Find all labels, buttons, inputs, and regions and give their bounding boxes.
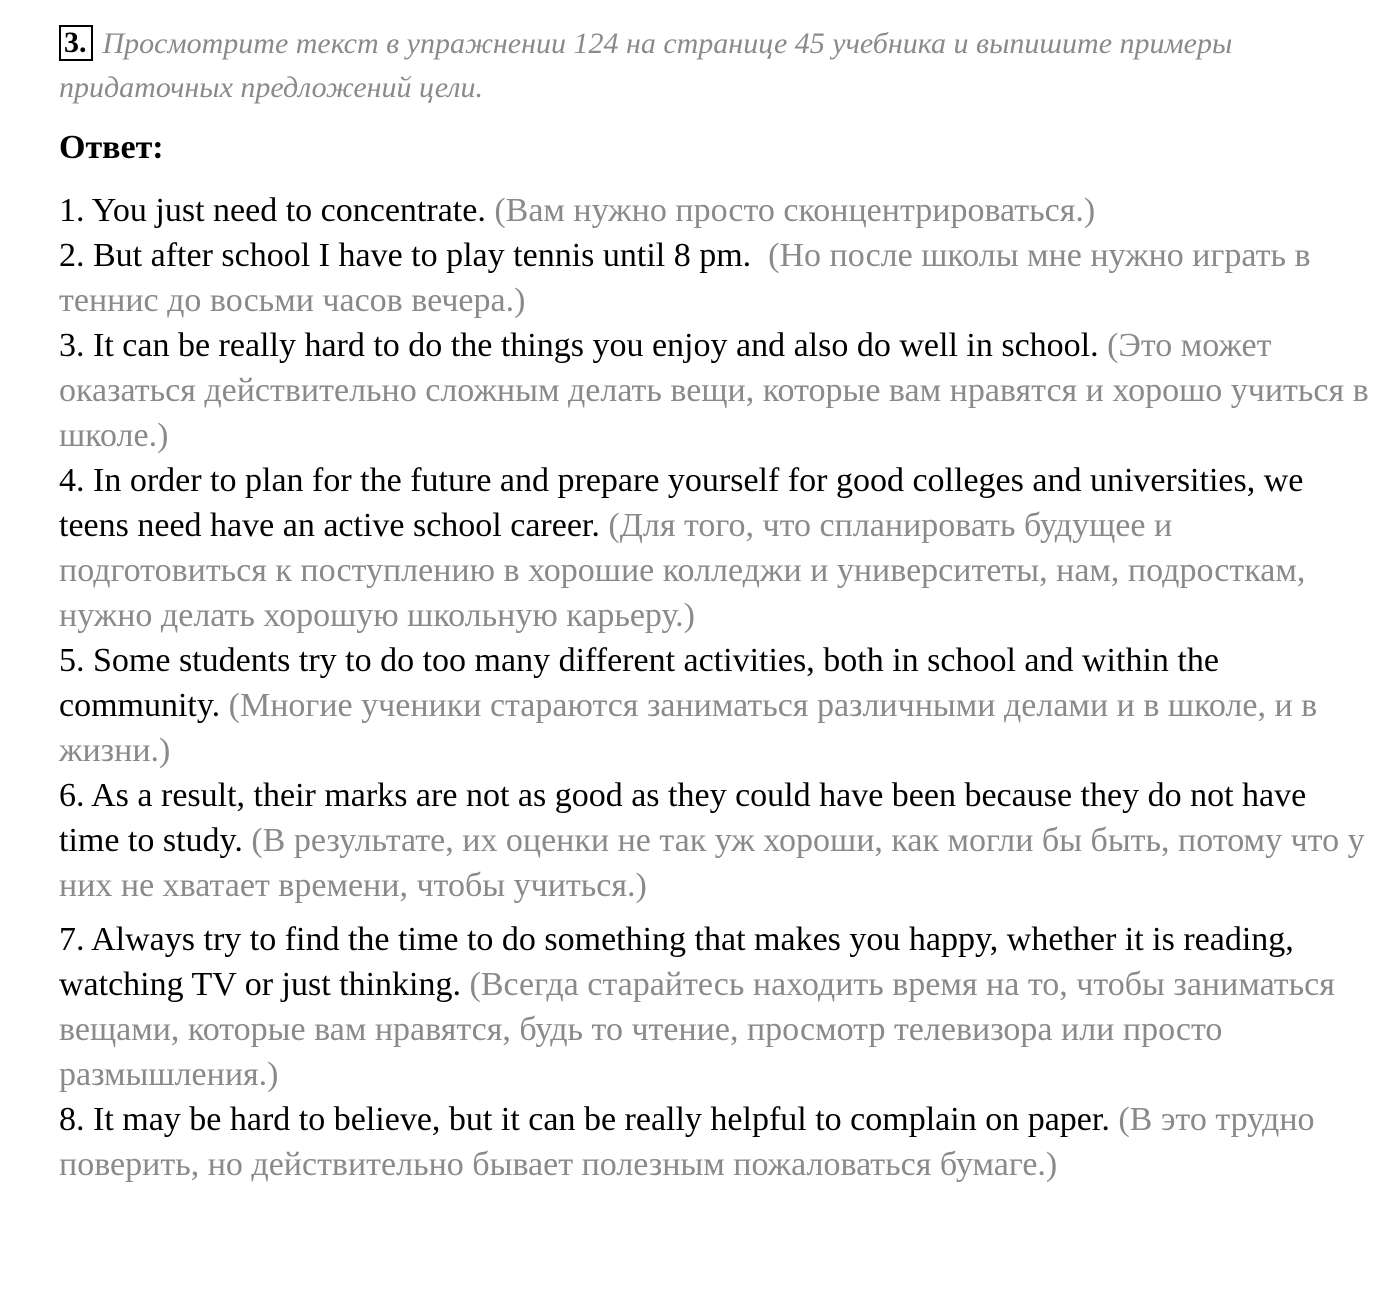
answer-item-english: But after school I have to play tennis until 8 pm. [93,237,752,274]
answer-item-translation: (Вам нужно просто сконцентрироваться.) [494,192,1096,229]
answer-item-english: Always try to find the time to do something that makes you happy, whether it is reading, watching TV or just thinking. [59,921,1294,1003]
answer-item-number: 3. [59,327,85,364]
answer-item-number: 7. [59,921,85,958]
answer-item-translation: (Многие ученики стараются заниматься различными делами и в школе, и в жизни.) [59,687,1318,769]
answer-item-english: It may be hard to believe, but it can be really helpful to complain on paper. [93,1101,1110,1138]
answer-item [59,323,1369,458]
answer-item-translation: (В это трудно поверить, но действительно бывает полезным пожаловаться бумаге.) [59,1101,1315,1183]
answer-item-number: 2. [59,237,85,274]
answer-item-translation: (Всегда старайтесь находить время на то, чтобы заниматься вещами, которые вам нравятся, будь то чтение, просмотр телевизора или просто размышления.) [59,966,1335,1093]
answer-list [59,188,1369,1187]
answer-item-translation: (Но после школы мне нужно играть в теннис до восьми часов вечера.) [59,237,1311,319]
answer-item-translation: (Для того, что спланировать будущее и подготовиться к поступлению в хорошие колледжи и университеты, нам, подросткам, нужно делать хорошую школьную карьеру.) [59,507,1306,634]
answer-item-number: 6. [59,777,85,814]
exercise-instruction-text: Просмотрите текст в упражнении 124 на странице 45 учебника и выпишите примеры придаточных предложений цели. [59,27,1233,104]
exercise-instruction-block [59,22,1369,110]
worksheet-page [59,22,1369,1187]
answer-item-translation: (В результате, их оценки не так уж хороши, как могли бы быть, потому что у них не хватает времени, чтобы учиться.) [59,822,1365,904]
answer-item [59,638,1369,773]
answer-item [59,773,1369,908]
answer-item-number: 4. [59,462,85,499]
answer-item [59,1097,1369,1187]
answer-item-english: It can be really hard to do the things you enjoy and also do well in school. [93,327,1099,364]
answer-item-number: 8. [59,1101,85,1138]
answer-item-english: In order to plan for the future and prepare yourself for good colleges and universities, we teens need have an active school career. [59,462,1304,544]
answer-heading: Ответ: [59,129,164,166]
answer-item-english: As a result, their marks are not as good as they could have been because they do not have time to study. [59,777,1307,859]
answer-item [59,188,1369,233]
answer-item [59,458,1369,638]
answer-item-english: You just need to concentrate. [91,192,486,229]
exercise-number-badge: 3. [59,25,93,61]
answer-item [59,233,1369,323]
answer-item-number: 5. [59,642,85,679]
answer-item-english: Some students try to do too many different activities, both in school and within the community. [59,642,1219,724]
answer-item [59,917,1369,1097]
answer-item-translation: (Это может оказаться действительно сложным делать вещи, которые вам нравятся и хорошо учиться в школе.) [59,327,1369,454]
answer-item-number: 1. [59,192,85,229]
